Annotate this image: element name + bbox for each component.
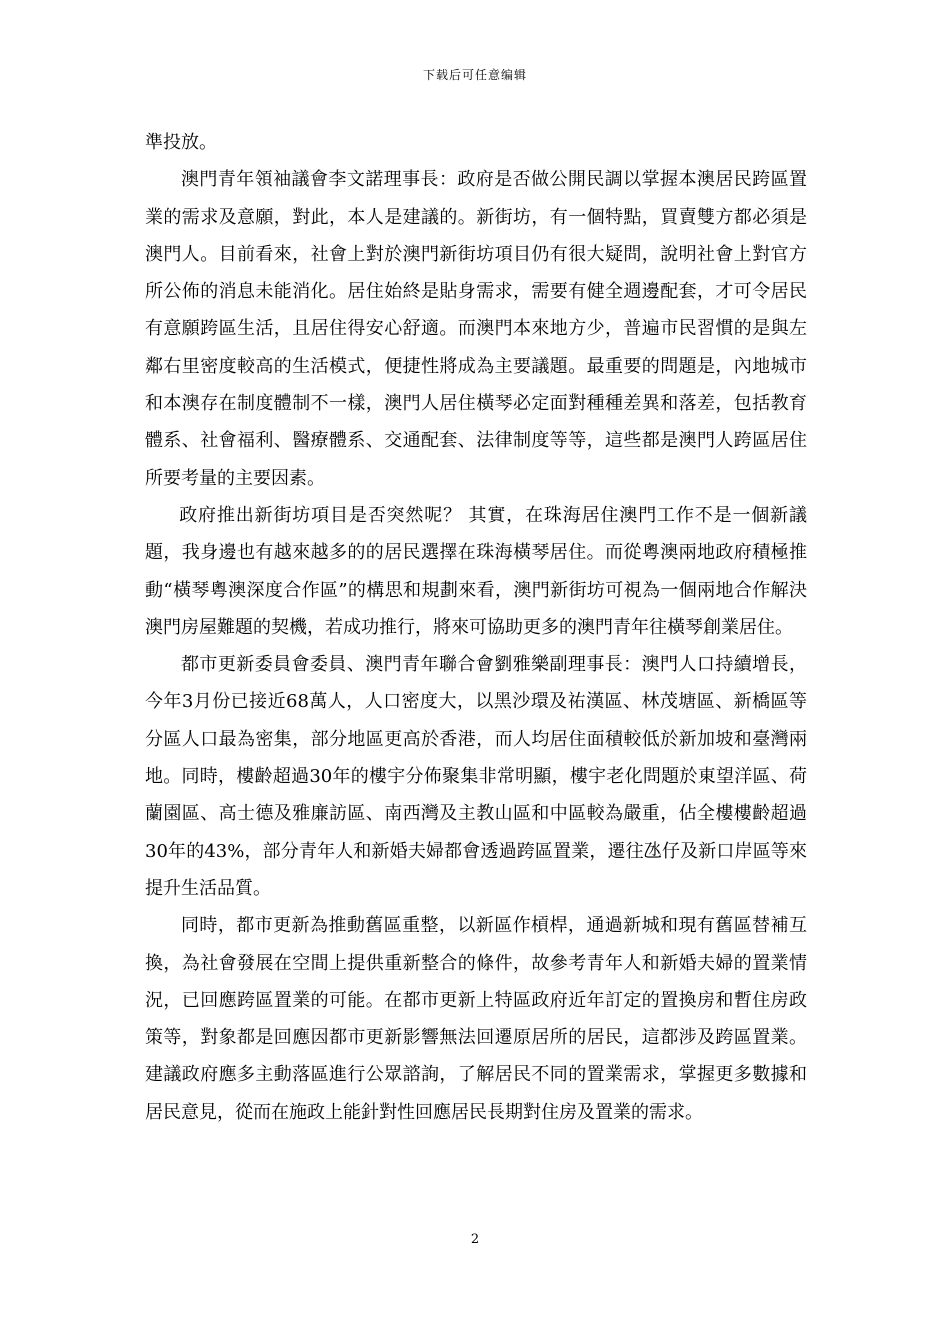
paragraph-new-neighbourhood: 政府推出新街坊項目是否突然呢？ 其實，在珠海居住澳門工作不是一個新議題，我身邊也有越來越多的的居民選擇在珠海橫琴居住。而從粵澳兩地政府積極推動“橫琴粵澳深度合作區”的構思和規劃來看，澳門新街坊可視為一個兩地合作解決澳門房屋難題的契機，若成功推行，將來可協助更多的澳門青年往橫琴創業居住。: [145, 504, 807, 638]
page-header: 下载后可任意编辑: [422, 68, 527, 82]
paragraph-lau-statement: 都市更新委員會委員、澳門青年聯合會劉雅樂副理事長：澳門人口持續增長，今年3月份已接近68萬人，人口密度大，以黑沙環及祐漢區、林茂塘區、新橋區等分區人口最為密集，部分地區更高於香港，而人均居住面積較低於新加坡和臺灣兩地。同時，樓齡超過30年的樓宇分佈聚集非常明顯，樓宇老化問題於東望洋區、荷蘭園區、高士德及雅廉訪區、南西灣及主教山區和中區較為嚴重，佔全樓樓齡超過30年的43%，部分青年人和新婚夫婦都會透過跨區置業，遷往氹仔及新口岸區等來提升生活品質。: [145, 654, 807, 899]
document-body: [145, 124, 807, 1131]
page-number: 2: [470, 1232, 480, 1247]
paragraph-urban-renewal: 同時，都市更新為推動舊區重整，以新區作槓桿，通過新城和現有舊區替補互換，為社會發展在空間上提供重新整合的條件，故參考青年人和新婚夫婦的置業情況，已回應跨區置業的可能。在都市更新上特區政府近年訂定的置換房和暫住房政策等，對象都是回應因都市更新影響無法回遷原居所的居民，這都涉及跨區置業。建議政府應多主動落區進行公眾諮詢，了解居民不同的置業需求，掌握更多數據和居民意見，從而在施政上能針對性回應居民長期對住房及置業的需求。: [145, 915, 807, 1123]
paragraph-continuation: 準投放。: [145, 132, 217, 153]
paragraph-li-statement: 澳門青年領袖議會李文諾理事長：政府是否做公開民調以掌握本澳居民跨區置業的需求及意願，對此，本人是建議的。新街坊，有一個特點，買賣雙方都必須是澳門人。目前看來，社會上對於澳門新街坊項目仍有很大疑問，說明社會上對官方所公佈的消息未能消化。居住始終是貼身需求，需要有健全週邊配套，才可令居民有意願跨區生活，且居住得安心舒適。而澳門本來地方少，普遍市民習慣的是與左鄰右里密度較高的生活模式，便捷性將成為主要議題。最重要的問題是，內地城市和本澳存在制度體制不一樣，澳門人居住橫琴必定面對種種差異和落差，包括教育體系、社會福利、醫療體系、交通配套、法律制度等等，這些都是澳門人跨區居住所要考量的主要因素。: [145, 169, 807, 489]
